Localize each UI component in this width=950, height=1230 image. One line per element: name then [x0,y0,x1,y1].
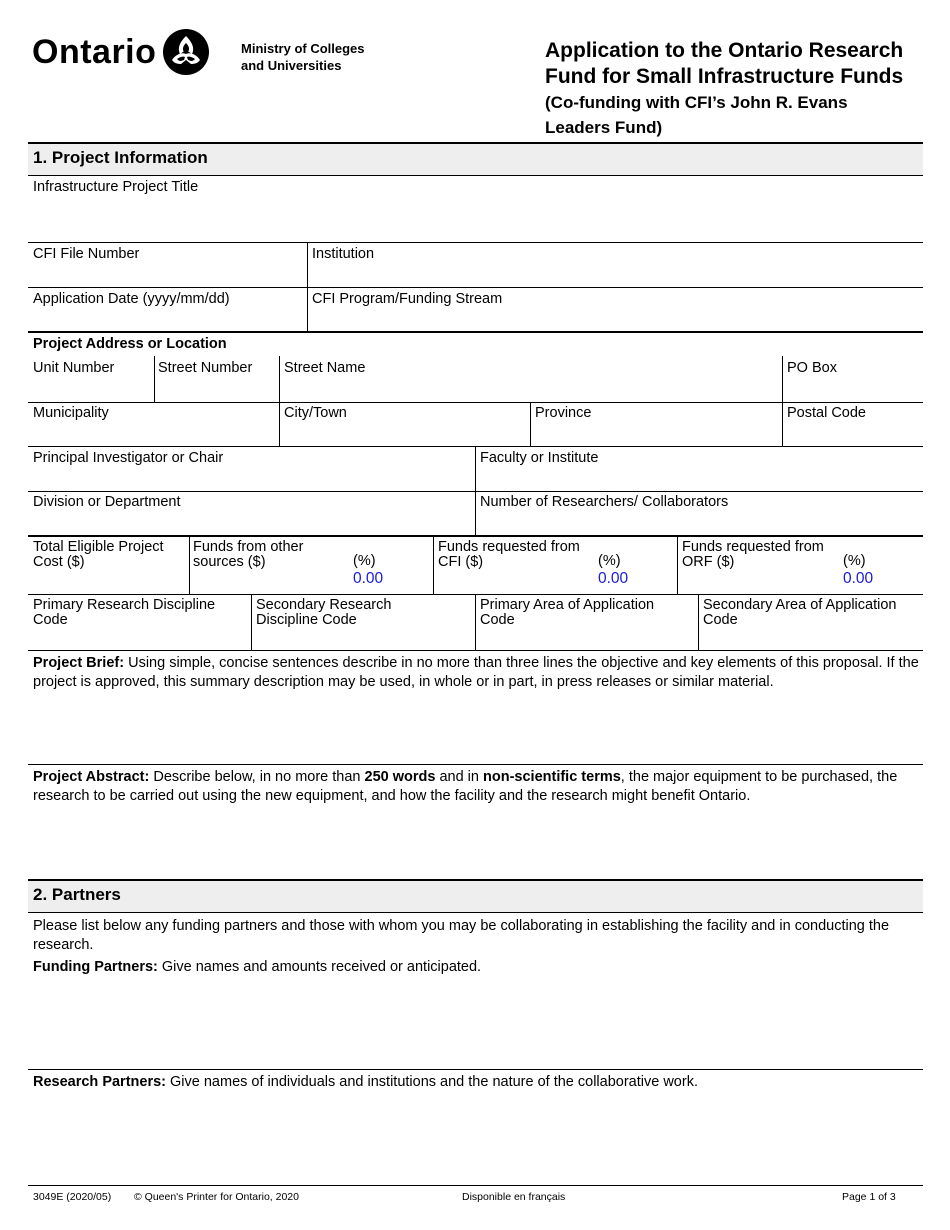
application-date-field[interactable] [28,309,306,331]
division-field[interactable] [28,512,474,534]
researchers-label: Number of Researchers/ Collaborators [480,494,729,510]
section-1-header [28,142,923,176]
research-partners-text: Give names of individuals and institutions and the nature of the collaborative work. [166,1074,698,1090]
abstract-text-3: , the major equipment to be purchased, the research to be carried out using the new equipment, and how the facility and the research might benefit Ontario. [33,769,898,804]
other-funds-pct-value: 0.00 [353,570,384,587]
funding-partners-instructions [33,958,923,977]
divider [28,242,923,243]
other-funds-pct-label: (%) [353,553,376,569]
street-number-label: Street Number [158,360,253,376]
total-cost-field[interactable] [28,572,188,592]
application-date-label: Application Date (yyyy/mm/dd) [33,291,230,307]
document-title [545,38,935,140]
divider [28,331,923,333]
primary-area-field[interactable] [476,630,697,648]
po-box-field[interactable] [783,378,923,400]
principal-investigator-label: Principal Investigator or Chair [33,450,224,466]
secondary-discipline-field[interactable] [252,630,474,648]
orf-funds-label-line-2: ORF ($) [682,554,735,570]
cfi-funds-label-line-2: CFI ($) [438,554,484,570]
primary-discipline-field[interactable] [28,630,250,648]
section-2-header [28,879,923,913]
divider [28,764,923,765]
partners-intro: Please list below any funding partners and those with whom you may be collaborating in establishing the facility and in conducting the research. [33,918,890,953]
cfi-funds-field[interactable] [434,572,589,592]
orf-funds-pct-label: (%) [843,553,866,569]
secondary-area-label [703,598,896,628]
institution-label: Institution [312,246,375,262]
funding-partners-field[interactable] [28,980,923,1066]
postal-code-field[interactable] [783,423,923,445]
project-brief-instructions [33,654,923,692]
section-1-title: 1. Project Information [33,148,208,167]
trillium-icon [162,28,210,76]
project-abstract-heading: Project Abstract: [33,769,150,785]
cfi-funds-pct-value: 0.00 [598,570,629,587]
province-field[interactable] [531,423,781,445]
research-partners-instructions [33,1073,923,1092]
project-title-label: Infrastructure Project Title [33,179,199,195]
ministry-name [241,40,391,74]
secondary-discipline-label-line-2: Discipline Code [256,612,357,628]
divider [28,402,923,403]
primary-area-label [480,598,654,628]
cfi-funds-label-line-1: Funds requested from [438,539,580,555]
project-abstract-instructions [33,768,923,806]
cfi-file-number-field[interactable] [28,264,306,286]
street-name-label: Street Name [284,360,366,376]
cfi-program-label: CFI Program/Funding Stream [312,291,503,307]
abstract-text-2: and in [435,769,484,785]
research-partners-heading: Research Partners: [33,1074,166,1090]
research-partners-field[interactable] [28,1095,923,1183]
cfi-file-number-label: CFI File Number [33,246,140,262]
abstract-word-limit: 250 words [364,769,436,785]
divider [28,650,923,651]
ministry-line-2: and Universities [241,58,342,73]
municipality-label: Municipality [33,405,109,421]
postal-code-label: Postal Code [787,405,866,421]
divider [28,287,923,288]
other-funds-label-line-1: Funds from other [193,539,304,555]
abstract-non-scientific: non-scientific terms [483,769,621,785]
unit-number-field[interactable] [28,378,153,400]
french-availability: Disponible en français [462,1191,566,1203]
title-line-4: Leaders Fund) [545,118,663,137]
city-town-field[interactable] [280,423,529,445]
institution-field[interactable] [308,264,923,286]
secondary-discipline-label [256,598,391,628]
secondary-discipline-label-line-1: Secondary Research [256,597,392,613]
page-number: Page 1 of 3 [842,1191,896,1203]
total-cost-label [33,540,164,570]
project-abstract-field[interactable] [28,808,923,878]
primary-area-label-line-1: Primary Area of Application [480,597,655,613]
municipality-field[interactable] [28,423,278,445]
project-brief-heading: Project Brief: [33,655,125,671]
primary-discipline-label [33,598,215,628]
orf-funds-label [682,540,824,570]
secondary-area-label-line-1: Secondary Area of Application [703,597,897,613]
address-heading: Project Address or Location [33,336,227,352]
total-cost-label-line-1: Total Eligible Project [33,539,164,555]
street-number-field[interactable] [155,378,278,400]
researchers-field[interactable] [476,512,923,534]
faculty-field[interactable] [476,468,923,490]
project-brief-text: Using simple, concise sentences describe in no more than three lines the objective and key elements of this proposal. If the project is approved, this summary description may be used, in whole or in part, in press releases or similar material. [33,655,919,690]
street-name-field[interactable] [280,378,781,400]
funding-partners-heading: Funding Partners: [33,959,158,975]
section-2-title: 2. Partners [33,885,121,904]
footer-divider [28,1185,923,1186]
faculty-label: Faculty or Institute [480,450,599,466]
other-funds-field[interactable] [190,572,345,592]
ministry-line-1: Ministry of Colleges [241,41,365,56]
project-title-field[interactable] [28,198,923,240]
divider [28,1069,923,1070]
copyright: © Queen's Printer for Ontario, 2020 [134,1191,299,1203]
project-brief-field[interactable] [28,694,923,762]
funding-partners-text: Give names and amounts received or anticipated. [157,959,482,975]
primary-discipline-label-line-2: Code [33,612,68,628]
province-label: Province [535,405,592,421]
total-cost-label-line-2: Cost ($) [33,554,85,570]
cfi-program-field[interactable] [308,309,923,331]
title-line-2: Fund for Small Infrastructure Funds [545,65,904,88]
divider [28,491,923,492]
other-funds-label-line-2: sources ($) [193,554,266,570]
unit-number-label: Unit Number [33,360,115,376]
principal-investigator-field[interactable] [28,468,474,490]
division-label: Division or Department [33,494,181,510]
divider [28,535,923,537]
primary-area-label-line-2: Code [480,612,515,628]
logo-wordmark: Ontario [32,33,157,71]
form-number: 3049E (2020/05) [33,1191,112,1203]
orf-funds-field[interactable] [678,572,833,592]
title-line-3: (Co-funding with CFI’s John R. Evans [545,93,848,112]
other-funds-label [193,540,303,570]
cfi-funds-label [438,540,580,570]
secondary-area-label-line-2: Code [703,612,738,628]
secondary-area-field[interactable] [699,630,923,648]
abstract-text-1: Describe below, in no more than [149,769,365,785]
ontario-logo [32,28,210,76]
title-line-1: Application to the Ontario Research [545,39,904,62]
primary-discipline-label-line-1: Primary Research Discipline [33,597,216,613]
orf-funds-label-line-1: Funds requested from [682,539,824,555]
cfi-funds-pct-label: (%) [598,553,621,569]
orf-funds-pct-value: 0.00 [843,570,874,587]
city-town-label: City/Town [284,405,347,421]
po-box-label: PO Box [787,360,837,376]
